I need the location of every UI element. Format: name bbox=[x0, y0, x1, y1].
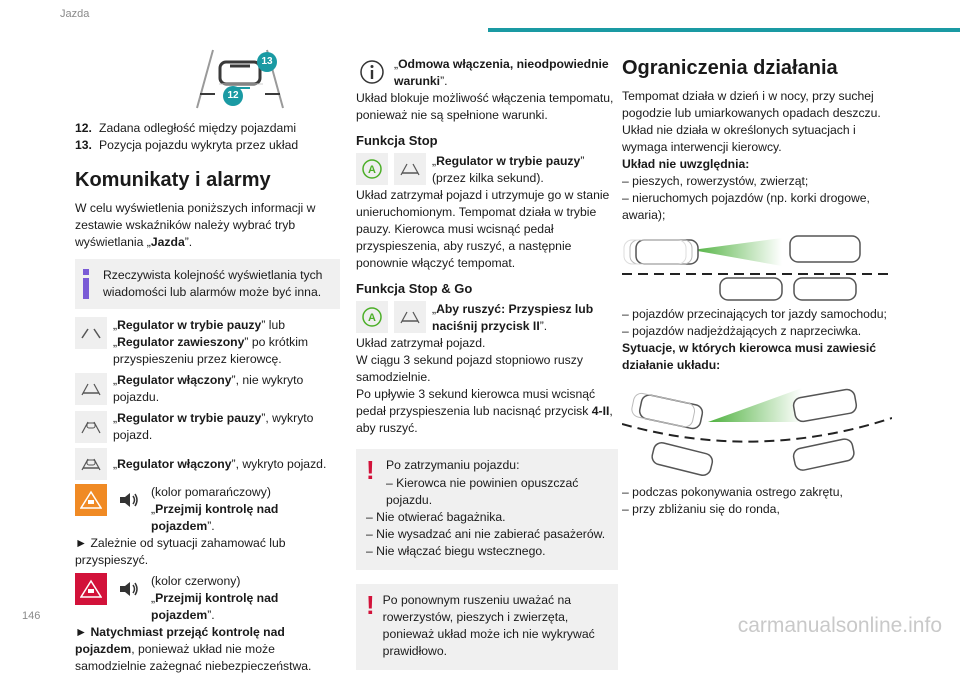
info-note bbox=[75, 259, 340, 309]
message-text: (kolor pomarańczowy) „Przejmij kontrolę nad pojazdem”. bbox=[151, 485, 279, 533]
list-item: – Nie wysadzać ani nie zabierać pasażerów. bbox=[366, 527, 606, 541]
distance-figure bbox=[145, 40, 335, 110]
auto-hold-icon bbox=[356, 153, 388, 185]
takeover-warning-icon bbox=[75, 484, 107, 516]
subsection-title: Funkcja Stop & Go bbox=[356, 281, 473, 296]
list-item: – przy zbliżaniu się do ronda, bbox=[622, 502, 780, 516]
list-item: – pojazdów nadjeżdżających z naprzeciwka. bbox=[622, 324, 862, 338]
paragraph: Po upływie 3 sekund kierowca musi wcisnąć pedał przyspieszenia lub nacisnąć przycisk 4-II, aby ruszyć. bbox=[356, 387, 613, 435]
message-text: „Regulator włączony”, nie wykryto pojazdu. bbox=[113, 373, 304, 404]
info-icon bbox=[83, 269, 89, 299]
list-item: – pieszych, rowerzystów, zwierząt; bbox=[622, 174, 809, 188]
sharp-bend-illustration bbox=[622, 382, 892, 478]
column-right bbox=[622, 56, 904, 518]
list-item: – Kierowca nie powinien opuszczać pojazdu. bbox=[386, 476, 579, 507]
section-title: Komunikaty i alarmy bbox=[75, 169, 271, 191]
paragraph-bold: Układ nie uwzględnia: bbox=[622, 157, 750, 171]
message-row bbox=[75, 448, 340, 480]
section-title: Ograniczenia działania bbox=[622, 57, 838, 79]
list-item: – nieruchomych pojazdów (np. korki drogowe, awaria); bbox=[622, 191, 870, 222]
regulator-on-icon bbox=[75, 373, 107, 405]
info-circle-icon bbox=[356, 56, 388, 88]
regulator-pause-icon bbox=[75, 317, 107, 349]
regulator-on-vehicle-icon bbox=[75, 448, 107, 480]
legend-num: 12. bbox=[75, 121, 92, 135]
sound-alert-icon bbox=[113, 573, 145, 605]
legend-num: 13. bbox=[75, 138, 92, 152]
badge-13: 13 bbox=[257, 52, 277, 72]
list-item: – pojazdów przecinających tor jazdy samochodu; bbox=[622, 307, 887, 321]
legend-text: Zadana odległość między pojazdami bbox=[99, 121, 297, 135]
message-text: „Regulator włączony”, wykryto pojazd. bbox=[113, 456, 327, 471]
paragraph: Układ nie działa w określonych sytuacjach i wymaga interwencji kierowcy. bbox=[622, 123, 856, 154]
warning-list bbox=[366, 475, 608, 560]
legend-item bbox=[75, 137, 340, 154]
message-text: „Aby ruszyć: Przyspiesz lub naciśnij przycisk II”. bbox=[432, 302, 594, 333]
regulator-pause-vehicle-icon bbox=[75, 411, 107, 443]
paragraph: Układ zatrzymał pojazd i utrzymuje go w stanie unieruchomionym. Tempomat działa w trybie pauzy. Kierowca musi wcisnąć pedał przyspieszenia, aby ruszyć, a następnie ponownie włączyć tempomat. bbox=[356, 188, 610, 270]
message-row bbox=[75, 484, 340, 535]
warning-text: Po ponownym ruszeniu uważać na rowerzystów, pieszych i zwierzęta, ponieważ układ może ich nie wykrywać prawidłowo. bbox=[382, 593, 595, 658]
message-text: (kolor czerwony) „Przejmij kontrolę nad pojazdem”. bbox=[151, 574, 279, 622]
regulator-pause-icon bbox=[394, 153, 426, 185]
takeover-critical-icon bbox=[75, 573, 107, 605]
message-row bbox=[356, 153, 618, 187]
message-row bbox=[75, 372, 340, 406]
warning-row bbox=[366, 592, 608, 660]
message-row bbox=[356, 301, 618, 335]
auto-hold-icon bbox=[356, 301, 388, 333]
subsection-title: Funkcja Stop bbox=[356, 133, 438, 148]
list-item: – Nie włączać biegu wstecznego. bbox=[366, 544, 546, 558]
list-item: – podczas pokonywania ostrego zakrętu, bbox=[622, 485, 843, 499]
message-text: „Odmowa włączenia, nieodpowiednie warunki”. bbox=[394, 57, 609, 88]
regulator-pause-icon bbox=[394, 301, 426, 333]
message-action: ► Natychmiast przejąć kontrolę nad pojazdem, ponieważ układ nie może samodzielnie zażegnać niebezpieczeństwa. bbox=[75, 625, 312, 673]
warning-icon: ! bbox=[366, 590, 375, 620]
column-left bbox=[75, 40, 340, 675]
column-middle bbox=[356, 56, 618, 678]
paragraph: Tempomat działa w dzień i w nocy, przy suchej pogodzie lub umiarkowanych opadach deszczu. bbox=[622, 89, 881, 120]
message-text: „Regulator w trybie pauzy” (przez kilka sekund). bbox=[432, 154, 585, 185]
watermark: carmanualsonline.info bbox=[737, 614, 942, 637]
warning-note bbox=[356, 584, 618, 670]
legend-text: Pozycja pojazdu wykryta przez układ bbox=[99, 138, 299, 152]
message-action: ► Zależnie od sytuacji zahamować lub przyspieszyć. bbox=[75, 536, 286, 567]
warning-intro: Po zatrzymaniu pojazdu: bbox=[386, 458, 520, 472]
paragraph-bold: Sytuacje, w których kierowca musi zawiesić działanie układu: bbox=[622, 341, 877, 372]
warning-note bbox=[356, 449, 618, 570]
stationary-vehicle-illustration bbox=[622, 230, 892, 302]
paragraph: W ciągu 3 sekund pojazd stopniowo ruszy samodzielnie. bbox=[356, 353, 583, 384]
svg-text:A: A bbox=[368, 312, 376, 324]
header-accent-bar bbox=[488, 28, 960, 32]
sound-alert-icon bbox=[113, 484, 145, 516]
page-number: 146 bbox=[22, 610, 41, 622]
intro-paragraph: W celu wyświetlenia poniższych informacji w zestawie wskaźników należy wybrać tryb wyświetlania „Jazda”. bbox=[75, 201, 316, 249]
message-row bbox=[356, 56, 618, 90]
legend-item bbox=[75, 120, 340, 137]
message-row bbox=[75, 317, 340, 368]
message-row bbox=[75, 410, 340, 444]
message-text: „Regulator w trybie pauzy”, wykryto pojazd. bbox=[113, 411, 314, 442]
message-row bbox=[75, 573, 340, 624]
list-item: – Nie otwierać bagażnika. bbox=[366, 510, 506, 524]
message-text: „Regulator w trybie pauzy” lub „Regulator zawieszony” po krótkim przyspieszeniu przez kierowcę. bbox=[113, 318, 309, 366]
legend bbox=[75, 120, 340, 154]
warning-icon: ! bbox=[366, 455, 375, 485]
paragraph: Układ zatrzymał pojazd. bbox=[356, 336, 486, 350]
paragraph: Układ blokuje możliwość włączenia tempomatu, ponieważ nie są spełnione warunki. bbox=[356, 91, 614, 122]
svg-text:A: A bbox=[368, 164, 376, 176]
info-text: Rzeczywista kolejność wyświetlania tych wiadomości lub alarmów może być inna. bbox=[103, 268, 323, 299]
section-header: Jazda bbox=[60, 8, 90, 20]
badge-12: 12 bbox=[223, 86, 243, 106]
